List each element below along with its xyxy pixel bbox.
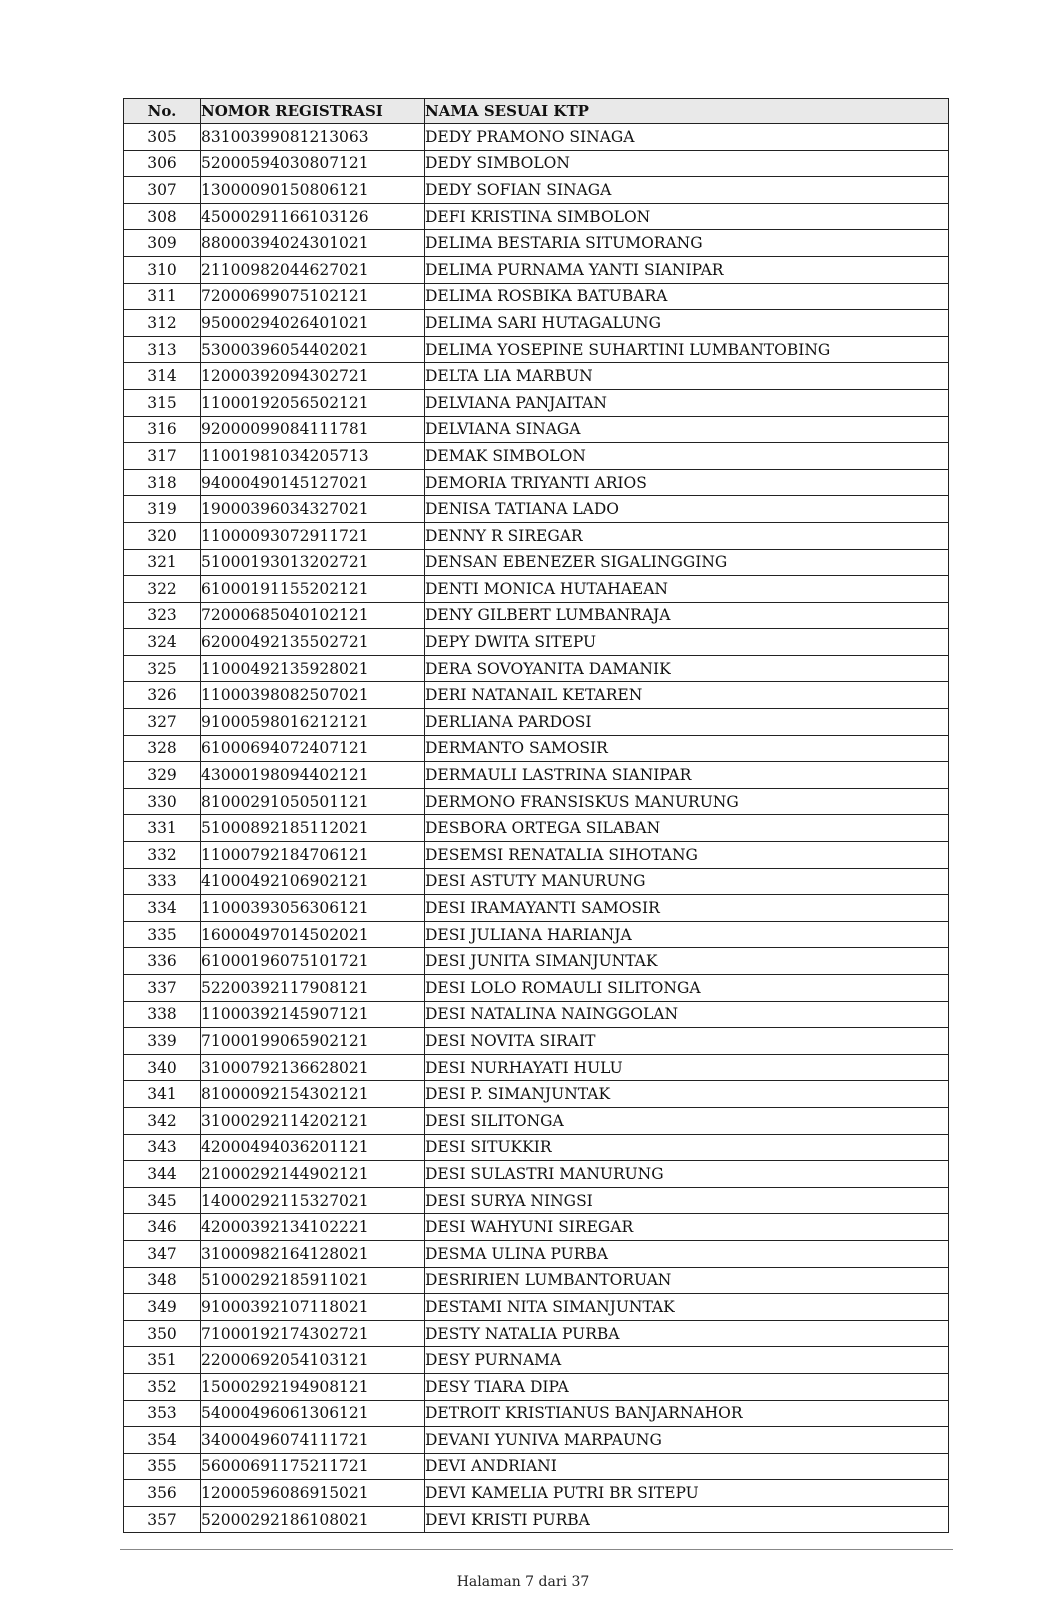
table-row — [124, 203, 949, 230]
registration-table — [123, 98, 949, 1533]
full-name: DELIMA PURNAMA YANTI SIANIPAR — [425, 256, 949, 283]
full-name: DELIMA YOSEPINE SUHARTINI LUMBANTOBING — [425, 336, 949, 363]
row-number: 340 — [124, 1054, 201, 1081]
row-number: 307 — [124, 177, 201, 204]
full-name: DELIMA BESTARIA SITUMORANG — [425, 230, 949, 257]
row-number: 330 — [124, 788, 201, 815]
registration-number: 15000292194908121 — [201, 1373, 425, 1400]
table-row — [124, 177, 949, 204]
table-row — [124, 230, 949, 257]
table-row — [124, 921, 949, 948]
table-row — [124, 682, 949, 709]
registration-number: 11000192056502121 — [201, 389, 425, 416]
row-number: 336 — [124, 948, 201, 975]
full-name: DELIMA SARI HUTAGALUNG — [425, 310, 949, 337]
table-row — [124, 602, 949, 629]
full-name: DESI NURHAYATI HULU — [425, 1054, 949, 1081]
full-name: DESY PURNAMA — [425, 1347, 949, 1374]
row-number: 345 — [124, 1187, 201, 1214]
row-number: 341 — [124, 1081, 201, 1108]
table-row — [124, 496, 949, 523]
table-row — [124, 310, 949, 337]
row-number: 337 — [124, 975, 201, 1002]
registration-number: 52000292186108021 — [201, 1506, 425, 1533]
row-number: 350 — [124, 1320, 201, 1347]
table-row — [124, 1400, 949, 1427]
registration-number: 72000685040102121 — [201, 602, 425, 629]
row-number: 334 — [124, 895, 201, 922]
table-row — [124, 1081, 949, 1108]
table-row — [124, 1240, 949, 1267]
column-header-name: NAMA SESUAI KTP — [425, 99, 949, 124]
row-number: 329 — [124, 762, 201, 789]
table-row — [124, 389, 949, 416]
full-name: DESTY NATALIA PURBA — [425, 1320, 949, 1347]
registration-number: 54000496061306121 — [201, 1400, 425, 1427]
full-name: DENTI MONICA HUTAHAEAN — [425, 576, 949, 603]
full-name: DESTAMI NITA SIMANJUNTAK — [425, 1294, 949, 1321]
table-row — [124, 655, 949, 682]
row-number: 322 — [124, 576, 201, 603]
full-name: DESRIRIEN LUMBANTORUAN — [425, 1267, 949, 1294]
full-name: DEMORIA TRIYANTI ARIOS — [425, 469, 949, 496]
table-row — [124, 1054, 949, 1081]
row-number: 357 — [124, 1506, 201, 1533]
registration-number: 88000394024301021 — [201, 230, 425, 257]
table-row — [124, 788, 949, 815]
registration-number: 94000490145127021 — [201, 469, 425, 496]
registration-number: 51000193013202721 — [201, 549, 425, 576]
row-number: 320 — [124, 522, 201, 549]
registration-number: 71000199065902121 — [201, 1028, 425, 1055]
full-name: DESMA ULINA PURBA — [425, 1240, 949, 1267]
registration-number: 42000494036201121 — [201, 1134, 425, 1161]
row-number: 335 — [124, 921, 201, 948]
full-name: DESI SULASTRI MANURUNG — [425, 1161, 949, 1188]
full-name: DESI SILITONGA — [425, 1107, 949, 1134]
table-row — [124, 549, 949, 576]
full-name: DEPY DWITA SITEPU — [425, 629, 949, 656]
registration-number: 31000982164128021 — [201, 1240, 425, 1267]
full-name: DEMAK SIMBOLON — [425, 443, 949, 470]
table-row — [124, 1161, 949, 1188]
registration-number: 45000291166103126 — [201, 203, 425, 230]
row-number: 353 — [124, 1400, 201, 1427]
header-row — [124, 99, 949, 124]
registration-number: 21000292144902121 — [201, 1161, 425, 1188]
registration-number: 31000292114202121 — [201, 1107, 425, 1134]
registration-number: 52000594030807121 — [201, 150, 425, 177]
full-name: DEDY SOFIAN SINAGA — [425, 177, 949, 204]
registration-number: 51000892185112021 — [201, 815, 425, 842]
row-number: 309 — [124, 230, 201, 257]
row-number: 331 — [124, 815, 201, 842]
row-number: 327 — [124, 709, 201, 736]
full-name: DESI NOVITA SIRAIT — [425, 1028, 949, 1055]
table-row — [124, 416, 949, 443]
registration-number: 62000492135502721 — [201, 629, 425, 656]
row-number: 355 — [124, 1453, 201, 1480]
row-number: 310 — [124, 256, 201, 283]
full-name: DESI NATALINA NAINGGOLAN — [425, 1001, 949, 1028]
registration-number: 61000191155202121 — [201, 576, 425, 603]
full-name: DESI SURYA NINGSI — [425, 1187, 949, 1214]
row-number: 339 — [124, 1028, 201, 1055]
full-name: DESI ASTUTY MANURUNG — [425, 868, 949, 895]
registration-number: 11000393056306121 — [201, 895, 425, 922]
full-name: DESY TIARA DIPA — [425, 1373, 949, 1400]
table-row — [124, 522, 949, 549]
table-row — [124, 948, 949, 975]
registration-number: 91000598016212121 — [201, 709, 425, 736]
full-name: DELVIANA PANJAITAN — [425, 389, 949, 416]
registration-number: 56000691175211721 — [201, 1453, 425, 1480]
registration-number: 61000196075101721 — [201, 948, 425, 975]
registration-number: 11000093072911721 — [201, 522, 425, 549]
table-row — [124, 1107, 949, 1134]
table-row — [124, 975, 949, 1002]
table-row — [124, 124, 949, 151]
table-row — [124, 1453, 949, 1480]
registration-number: 14000292115327021 — [201, 1187, 425, 1214]
table-row — [124, 150, 949, 177]
row-number: 354 — [124, 1427, 201, 1454]
row-number: 352 — [124, 1373, 201, 1400]
registration-number: 52200392117908121 — [201, 975, 425, 1002]
full-name: DEFI KRISTINA SIMBOLON — [425, 203, 949, 230]
row-number: 308 — [124, 203, 201, 230]
row-number: 311 — [124, 283, 201, 310]
registration-number: 91000392107118021 — [201, 1294, 425, 1321]
column-header-registration-number: NOMOR REGISTRASI — [201, 99, 425, 124]
row-number: 338 — [124, 1001, 201, 1028]
row-number: 343 — [124, 1134, 201, 1161]
row-number: 332 — [124, 842, 201, 869]
row-number: 321 — [124, 549, 201, 576]
registration-number: 21100982044627021 — [201, 256, 425, 283]
table-row — [124, 1347, 949, 1374]
row-number: 346 — [124, 1214, 201, 1241]
row-number: 314 — [124, 363, 201, 390]
registration-number: 11001981034205713 — [201, 443, 425, 470]
row-number: 313 — [124, 336, 201, 363]
registration-number: 12000392094302721 — [201, 363, 425, 390]
registration-number: 42000392134102221 — [201, 1214, 425, 1241]
table-row — [124, 842, 949, 869]
table-row — [124, 576, 949, 603]
full-name: DERLIANA PARDOSI — [425, 709, 949, 736]
registration-number: 34000496074111721 — [201, 1427, 425, 1454]
registration-number: 22000692054103121 — [201, 1347, 425, 1374]
full-name: DESI IRAMAYANTI SAMOSIR — [425, 895, 949, 922]
full-name: DERMANTO SAMOSIR — [425, 735, 949, 762]
full-name: DELVIANA SINAGA — [425, 416, 949, 443]
registration-number: 71000192174302721 — [201, 1320, 425, 1347]
row-number: 318 — [124, 469, 201, 496]
table-row — [124, 1320, 949, 1347]
table-row — [124, 1294, 949, 1321]
row-number: 317 — [124, 443, 201, 470]
registration-number: 81000092154302121 — [201, 1081, 425, 1108]
full-name: DESI P. SIMANJUNTAK — [425, 1081, 949, 1108]
table-row — [124, 1427, 949, 1454]
table-row — [124, 1267, 949, 1294]
full-name: DESI WAHYUNI SIREGAR — [425, 1214, 949, 1241]
registration-number: 83100399081213063 — [201, 124, 425, 151]
table-row — [124, 1134, 949, 1161]
full-name: DENSAN EBENEZER SIGALINGGING — [425, 549, 949, 576]
registration-number: 92000099084111781 — [201, 416, 425, 443]
row-number: 351 — [124, 1347, 201, 1374]
table-row — [124, 629, 949, 656]
row-number: 319 — [124, 496, 201, 523]
registration-number: 11000492135928021 — [201, 655, 425, 682]
full-name: DERI NATANAIL KETAREN — [425, 682, 949, 709]
registration-number: 11000398082507021 — [201, 682, 425, 709]
registration-number: 95000294026401021 — [201, 310, 425, 337]
registration-number: 19000396034327021 — [201, 496, 425, 523]
table-row — [124, 895, 949, 922]
full-name: DEVI KRISTI PURBA — [425, 1506, 949, 1533]
registration-number: 11000792184706121 — [201, 842, 425, 869]
registration-number: 43000198094402121 — [201, 762, 425, 789]
table-row — [124, 1214, 949, 1241]
table-row — [124, 1480, 949, 1507]
registration-number: 61000694072407121 — [201, 735, 425, 762]
row-number: 328 — [124, 735, 201, 762]
table-row — [124, 735, 949, 762]
full-name: DEVANI YUNIVA MARPAUNG — [425, 1427, 949, 1454]
column-header-no: No. — [124, 99, 201, 124]
row-number: 348 — [124, 1267, 201, 1294]
row-number: 324 — [124, 629, 201, 656]
registration-number: 13000090150806121 — [201, 177, 425, 204]
full-name: DEVI KAMELIA PUTRI BR SITEPU — [425, 1480, 949, 1507]
registration-number: 81000291050501121 — [201, 788, 425, 815]
table-row — [124, 1373, 949, 1400]
row-number: 333 — [124, 868, 201, 895]
full-name: DENY GILBERT LUMBANRAJA — [425, 602, 949, 629]
full-name: DESI LOLO ROMAULI SILITONGA — [425, 975, 949, 1002]
table-row — [124, 815, 949, 842]
table-row — [124, 336, 949, 363]
registration-number: 51000292185911021 — [201, 1267, 425, 1294]
row-number: 323 — [124, 602, 201, 629]
full-name: DESEMSI RENATALIA SIHOTANG — [425, 842, 949, 869]
full-name: DELTA LIA MARBUN — [425, 363, 949, 390]
table-row — [124, 256, 949, 283]
table-row — [124, 762, 949, 789]
row-number: 312 — [124, 310, 201, 337]
row-number: 316 — [124, 416, 201, 443]
registration-number: 53000396054402021 — [201, 336, 425, 363]
table-row — [124, 868, 949, 895]
row-number: 356 — [124, 1480, 201, 1507]
table-row — [124, 1028, 949, 1055]
row-number: 306 — [124, 150, 201, 177]
row-number: 305 — [124, 124, 201, 151]
table-header — [124, 99, 949, 124]
full-name: DEVI ANDRIANI — [425, 1453, 949, 1480]
full-name: DERMAULI LASTRINA SIANIPAR — [425, 762, 949, 789]
registration-number: 11000392145907121 — [201, 1001, 425, 1028]
full-name: DENNY R SIREGAR — [425, 522, 949, 549]
registration-number: 12000596086915021 — [201, 1480, 425, 1507]
table-row — [124, 469, 949, 496]
table-row — [124, 443, 949, 470]
table-row — [124, 283, 949, 310]
full-name: DERA SOVOYANITA DAMANIK — [425, 655, 949, 682]
row-number: 344 — [124, 1161, 201, 1188]
full-name: DEDY SIMBOLON — [425, 150, 949, 177]
row-number: 325 — [124, 655, 201, 682]
table-row — [124, 1001, 949, 1028]
full-name: DEDY PRAMONO SINAGA — [425, 124, 949, 151]
full-name: DELIMA ROSBIKA BATUBARA — [425, 283, 949, 310]
full-name: DETROIT KRISTIANUS BANJARNAHOR — [425, 1400, 949, 1427]
full-name: DESBORA ORTEGA SILABAN — [425, 815, 949, 842]
table-row — [124, 1187, 949, 1214]
row-number: 349 — [124, 1294, 201, 1321]
full-name: DESI JUNITA SIMANJUNTAK — [425, 948, 949, 975]
table-row — [124, 709, 949, 736]
row-number: 326 — [124, 682, 201, 709]
full-name: DERMONO FRANSISKUS MANURUNG — [425, 788, 949, 815]
page-number-footer: Halaman 7 dari 37 — [456, 1574, 590, 1590]
full-name: DESI SITUKKIR — [425, 1134, 949, 1161]
registration-number: 31000792136628021 — [201, 1054, 425, 1081]
row-number: 315 — [124, 389, 201, 416]
registration-number: 72000699075102121 — [201, 283, 425, 310]
footer-divider — [120, 1549, 953, 1550]
registration-number: 16000497014502021 — [201, 921, 425, 948]
full-name: DENISA TATIANA LADO — [425, 496, 949, 523]
full-name: DESI JULIANA HARIANJA — [425, 921, 949, 948]
table-row — [124, 363, 949, 390]
table-body — [124, 124, 949, 1533]
registration-number: 41000492106902121 — [201, 868, 425, 895]
row-number: 347 — [124, 1240, 201, 1267]
row-number: 342 — [124, 1107, 201, 1134]
table-row — [124, 1506, 949, 1533]
